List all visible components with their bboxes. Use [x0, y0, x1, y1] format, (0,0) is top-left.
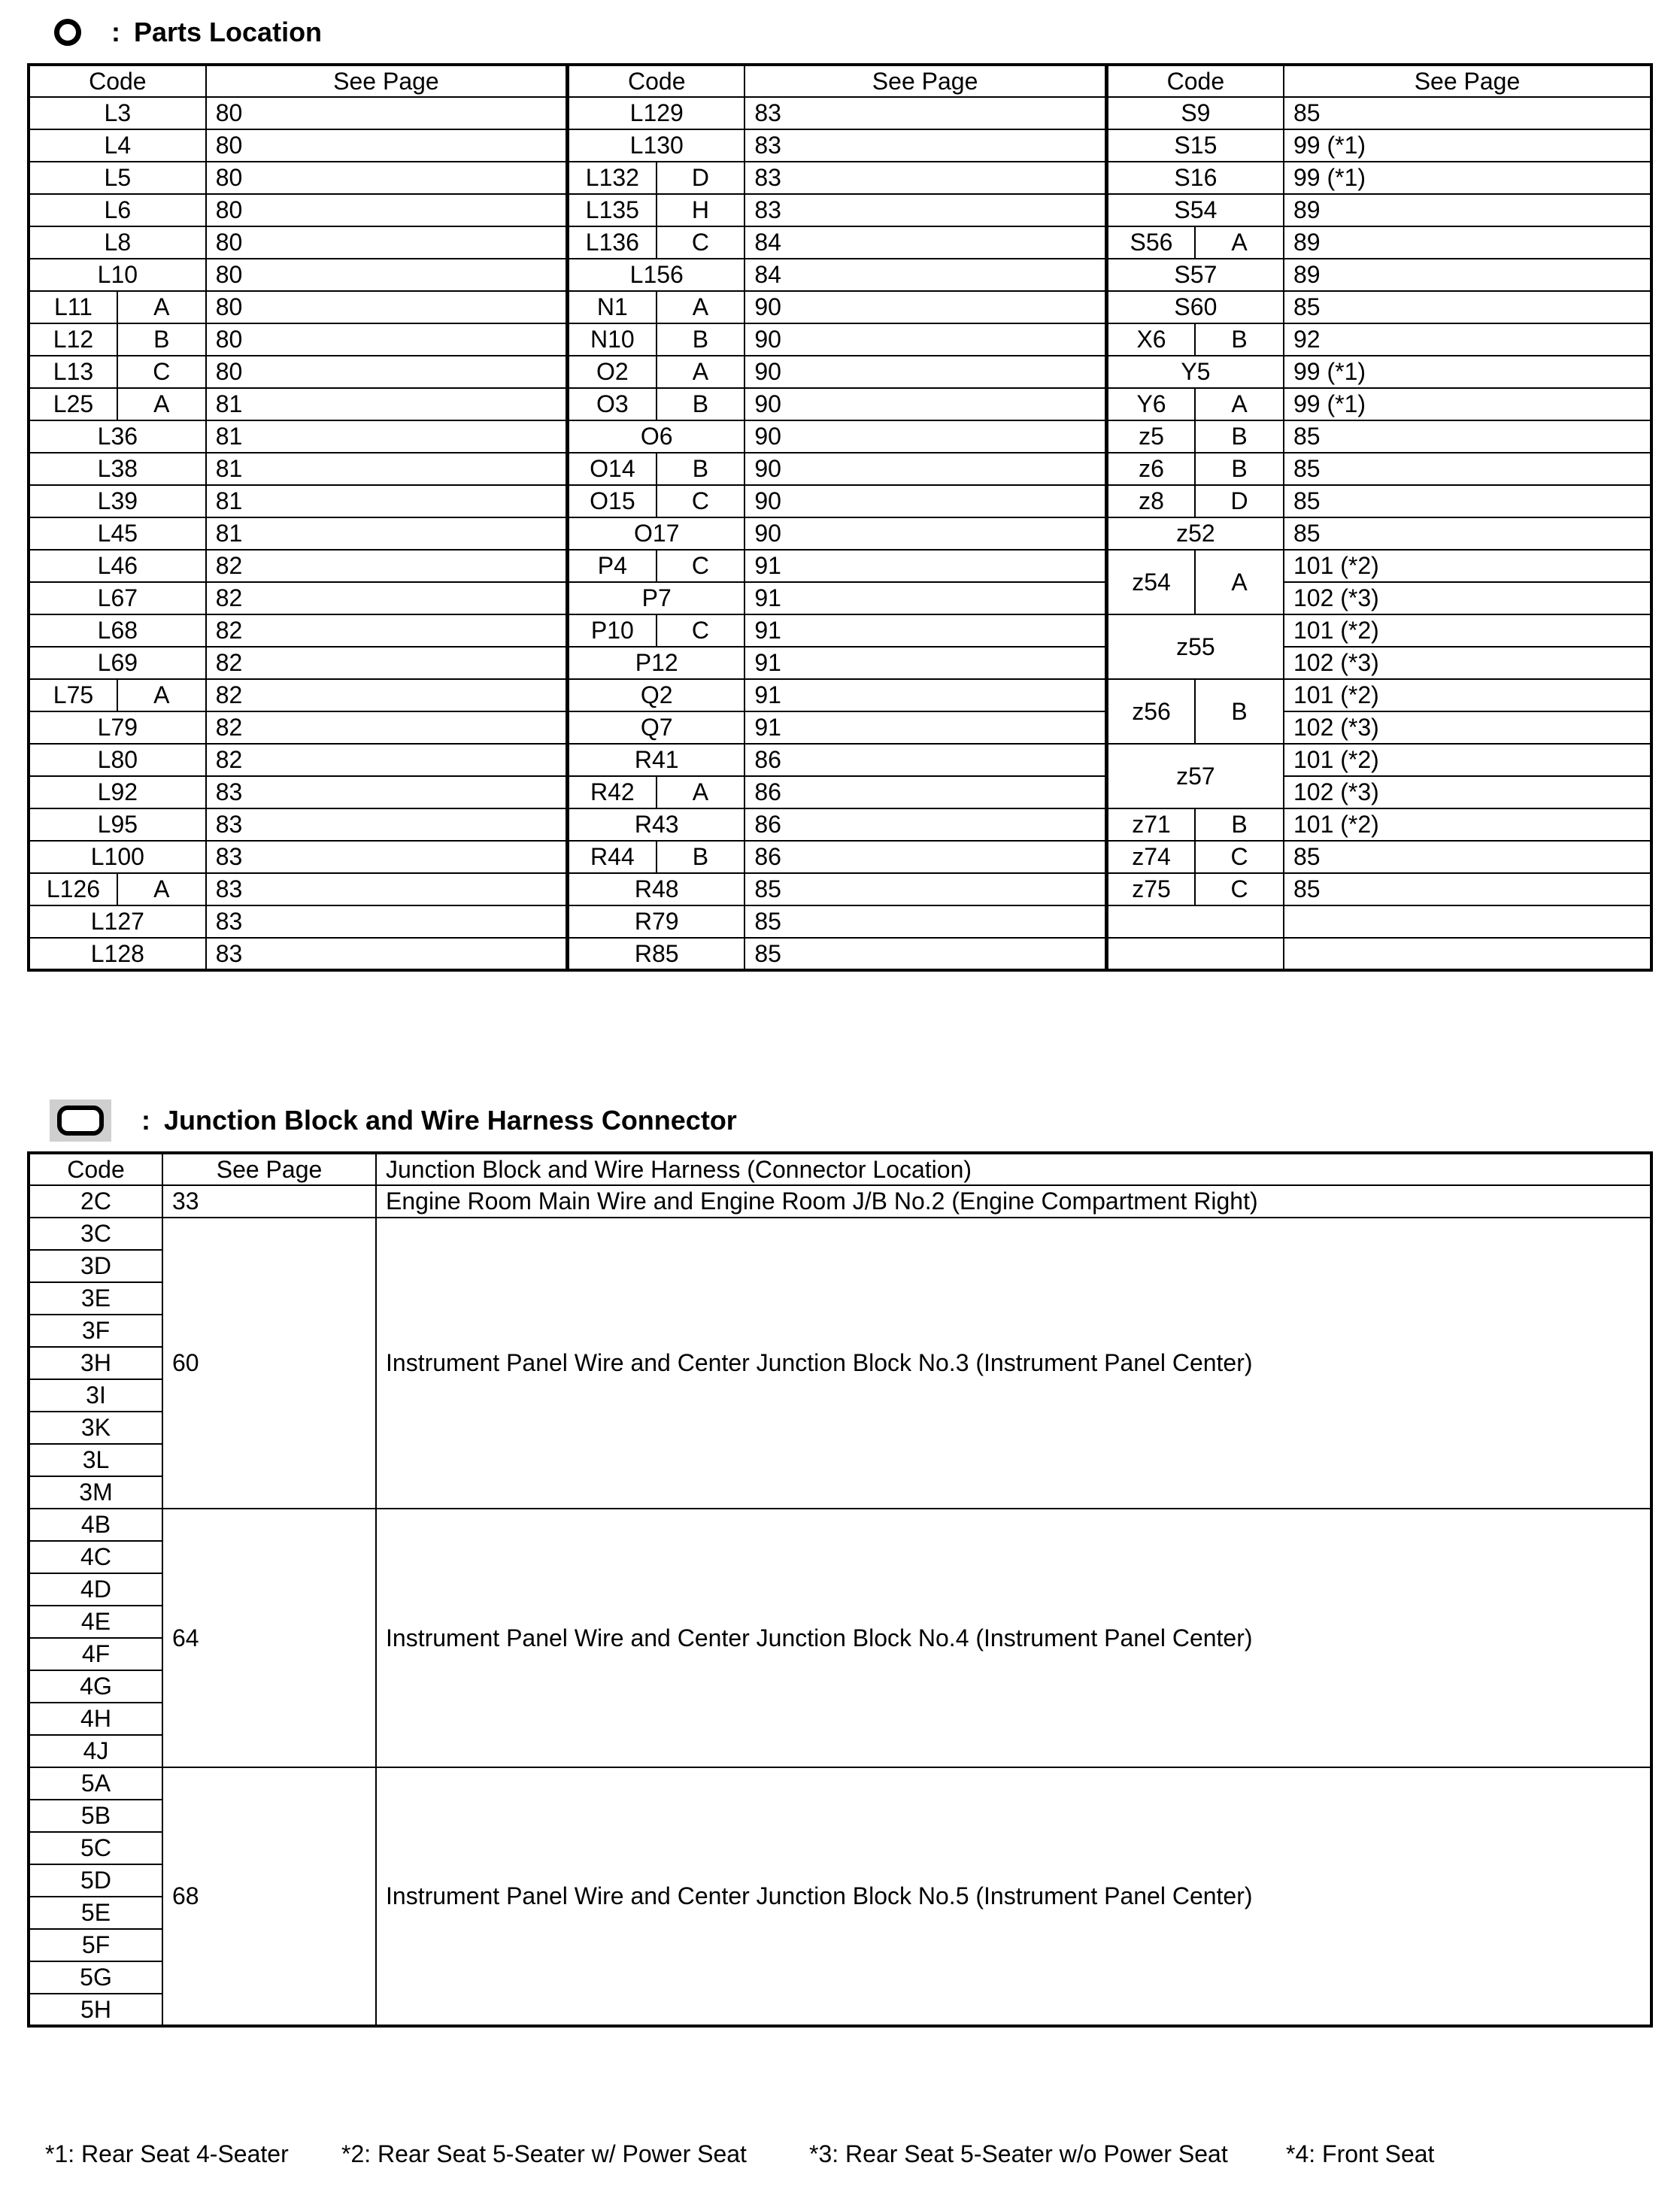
header-code: Code	[29, 65, 206, 97]
part-code: P10	[568, 614, 657, 647]
connector-location: Instrument Panel Wire and Center Junction Block No.5 (Instrument Panel Center)	[376, 1767, 1651, 2026]
see-page: 82	[206, 614, 568, 647]
part-code: O6	[568, 420, 745, 453]
see-page: 81	[206, 485, 568, 517]
see-page: 99 (*1)	[1284, 129, 1651, 162]
part-connector-letter: A	[1195, 550, 1284, 614]
part-code: L135	[568, 194, 657, 226]
connector-code: 2C	[29, 1185, 162, 1218]
part-code: Y6	[1106, 388, 1195, 420]
part-code: L67	[29, 582, 206, 614]
part-code: L129	[568, 97, 745, 129]
see-page: 90	[744, 485, 1106, 517]
footnote: *1: Rear Seat 4-Seater	[45, 2140, 289, 2167]
part-code: S54	[1106, 194, 1284, 226]
table-row	[29, 614, 1651, 647]
table-row	[29, 259, 1651, 291]
part-code: R44	[568, 841, 657, 873]
part-code: z8	[1106, 485, 1195, 517]
part-code: L6	[29, 194, 206, 226]
see-page: 90	[744, 517, 1106, 550]
footnote: *4: Front Seat	[1286, 2140, 1435, 2167]
part-code: L80	[29, 744, 206, 776]
part-connector-letter: C	[117, 356, 206, 388]
part-connector-letter: C	[657, 485, 745, 517]
part-connector-letter: A	[117, 291, 206, 323]
connector-code: 4C	[29, 1541, 162, 1573]
part-code: L46	[29, 550, 206, 582]
header-see-page: See Page	[1284, 65, 1651, 97]
table-row	[29, 905, 1651, 938]
part-code: L100	[29, 841, 206, 873]
part-connector-letter: B	[657, 453, 745, 485]
part-code: P12	[568, 647, 745, 679]
table-row	[29, 1767, 1651, 1800]
part-code: O2	[568, 356, 657, 388]
see-page: 91	[744, 679, 1106, 711]
part-code: O15	[568, 485, 657, 517]
see-page: 80	[206, 129, 568, 162]
see-page: 90	[744, 388, 1106, 420]
table-row	[29, 356, 1651, 388]
connector-code: 4B	[29, 1509, 162, 1541]
see-page: 80	[206, 226, 568, 259]
part-connector-letter: A	[117, 388, 206, 420]
part-code: Y5	[1106, 356, 1284, 388]
table-row	[29, 485, 1651, 517]
rounded-rectangle-icon	[57, 1106, 104, 1136]
see-page: 83	[206, 776, 568, 808]
table-row	[29, 291, 1651, 323]
see-page: 90	[744, 356, 1106, 388]
part-code: X6	[1106, 323, 1195, 356]
see-page: 102 (*3)	[1284, 776, 1651, 808]
see-page: 82	[206, 744, 568, 776]
part-connector-letter: D	[1195, 485, 1284, 517]
connector-location: Instrument Panel Wire and Center Junction Block No.4 (Instrument Panel Center)	[376, 1509, 1651, 1767]
see-page: 82	[206, 711, 568, 744]
part-code	[1106, 938, 1284, 970]
part-connector-letter: H	[657, 194, 745, 226]
part-connector-letter: C	[1195, 873, 1284, 905]
part-code: L39	[29, 485, 206, 517]
part-code: Q2	[568, 679, 745, 711]
part-code: O3	[568, 388, 657, 420]
part-code: L79	[29, 711, 206, 744]
heading-colon: :	[111, 17, 120, 47]
part-code: L3	[29, 97, 206, 129]
see-page: 85	[1284, 97, 1651, 129]
see-page: 92	[1284, 323, 1651, 356]
part-code: S15	[1106, 129, 1284, 162]
junction-block-title: Junction Block and Wire Harness Connector	[164, 1105, 737, 1136]
part-connector-letter: B	[1195, 453, 1284, 485]
connector-code: 4G	[29, 1670, 162, 1703]
see-page: 85	[1284, 485, 1651, 517]
header-see-page: See Page	[206, 65, 568, 97]
see-page: 99 (*1)	[1284, 388, 1651, 420]
part-code: z75	[1106, 873, 1195, 905]
part-code: L45	[29, 517, 206, 550]
part-code: L10	[29, 259, 206, 291]
connector-code: 3M	[29, 1476, 162, 1509]
see-page: 80	[206, 259, 568, 291]
part-connector-letter: C	[657, 614, 745, 647]
part-code: P7	[568, 582, 745, 614]
junction-block-heading	[54, 1099, 737, 1142]
see-page: 84	[744, 259, 1106, 291]
part-code: L130	[568, 129, 745, 162]
part-connector-letter: B	[1195, 323, 1284, 356]
connector-code: 3K	[29, 1412, 162, 1444]
table-row	[29, 776, 1651, 808]
connector-code: 3D	[29, 1250, 162, 1282]
see-page: 86	[744, 776, 1106, 808]
part-code: R43	[568, 808, 745, 841]
part-connector-letter: B	[1195, 420, 1284, 453]
see-page: 64	[162, 1509, 376, 1767]
part-code: R48	[568, 873, 745, 905]
see-page: 101 (*2)	[1284, 808, 1651, 841]
connector-code: 3F	[29, 1315, 162, 1347]
part-connector-letter: C	[1195, 841, 1284, 873]
table-row	[29, 582, 1651, 614]
see-page: 83	[206, 808, 568, 841]
connector-code: 4J	[29, 1735, 162, 1767]
see-page: 86	[744, 808, 1106, 841]
header-location: Junction Block and Wire Harness (Connector Location)	[376, 1153, 1651, 1185]
part-connector-letter: A	[657, 776, 745, 808]
see-page: 85	[1284, 420, 1651, 453]
part-code: z54	[1106, 550, 1195, 614]
see-page: 85	[1284, 841, 1651, 873]
part-code: S56	[1106, 226, 1195, 259]
see-page: 86	[744, 744, 1106, 776]
connector-code: 4D	[29, 1573, 162, 1606]
part-connector-letter: B	[657, 841, 745, 873]
table-row	[29, 1509, 1651, 1541]
heading-colon: :	[141, 1105, 150, 1136]
connector-code: 5F	[29, 1929, 162, 1961]
see-page: 85	[1284, 291, 1651, 323]
part-code: N10	[568, 323, 657, 356]
see-page: 82	[206, 550, 568, 582]
part-connector-letter: B	[1195, 679, 1284, 744]
see-page: 85	[1284, 453, 1651, 485]
part-code: L136	[568, 226, 657, 259]
see-page: 101 (*2)	[1284, 614, 1651, 647]
part-code: L5	[29, 162, 206, 194]
circle-icon	[54, 19, 81, 46]
see-page: 102 (*3)	[1284, 711, 1651, 744]
table-row	[29, 388, 1651, 420]
see-page: 68	[162, 1767, 376, 2026]
see-page: 83	[206, 873, 568, 905]
header-code: Code	[29, 1153, 162, 1185]
see-page: 83	[206, 938, 568, 970]
see-page: 85	[744, 905, 1106, 938]
part-code: z56	[1106, 679, 1195, 744]
connector-code: 5E	[29, 1897, 162, 1929]
part-code: z55	[1106, 614, 1284, 679]
see-page: 85	[1284, 873, 1651, 905]
header-see-page: See Page	[162, 1153, 376, 1185]
connector-code: 3C	[29, 1218, 162, 1250]
part-connector-letter: A	[657, 291, 745, 323]
see-page: 82	[206, 647, 568, 679]
part-code: L38	[29, 453, 206, 485]
see-page: 60	[162, 1218, 376, 1509]
see-page: 91	[744, 614, 1106, 647]
see-page: 83	[744, 194, 1106, 226]
connector-code: 5G	[29, 1961, 162, 1994]
part-code: L8	[29, 226, 206, 259]
see-page: 85	[744, 873, 1106, 905]
see-page: 91	[744, 647, 1106, 679]
see-page: 81	[206, 517, 568, 550]
part-code	[1106, 905, 1284, 938]
footnote: *2: Rear Seat 5-Seater w/ Power Seat	[341, 2140, 747, 2167]
part-code: R85	[568, 938, 745, 970]
part-code: O14	[568, 453, 657, 485]
part-connector-letter: B	[1195, 808, 1284, 841]
part-code: z74	[1106, 841, 1195, 873]
see-page: 80	[206, 323, 568, 356]
table-row	[29, 711, 1651, 744]
connector-code: 3H	[29, 1347, 162, 1379]
see-page: 101 (*2)	[1284, 679, 1651, 711]
see-page: 101 (*2)	[1284, 744, 1651, 776]
part-code: L36	[29, 420, 206, 453]
header-code: Code	[1106, 65, 1284, 97]
see-page: 90	[744, 420, 1106, 453]
table-row	[29, 938, 1651, 970]
connector-code: 4F	[29, 1638, 162, 1670]
connector-code: 3L	[29, 1444, 162, 1476]
part-code: S16	[1106, 162, 1284, 194]
part-code: L126	[29, 873, 117, 905]
junction-block-table	[27, 1151, 1653, 2028]
see-page: 102 (*3)	[1284, 647, 1651, 679]
see-page: 89	[1284, 259, 1651, 291]
see-page: 83	[744, 129, 1106, 162]
part-connector-letter: B	[657, 323, 745, 356]
part-code: R42	[568, 776, 657, 808]
part-code: L128	[29, 938, 206, 970]
part-code: S60	[1106, 291, 1284, 323]
table-row	[29, 162, 1651, 194]
see-page: 86	[744, 841, 1106, 873]
see-page	[1284, 905, 1651, 938]
see-page: 81	[206, 388, 568, 420]
footnote: *3: Rear Seat 5-Seater w/o Power Seat	[809, 2140, 1228, 2167]
parts-location-table	[27, 63, 1653, 972]
part-connector-letter: B	[117, 323, 206, 356]
part-connector-letter: C	[657, 550, 745, 582]
parts-location-heading	[54, 17, 322, 48]
see-page: 80	[206, 162, 568, 194]
connector-code: 5A	[29, 1767, 162, 1800]
connector-code: 3E	[29, 1282, 162, 1315]
see-page: 80	[206, 356, 568, 388]
part-code: P4	[568, 550, 657, 582]
part-code: S57	[1106, 259, 1284, 291]
part-connector-letter: D	[657, 162, 745, 194]
part-code: L75	[29, 679, 117, 711]
part-connector-letter: A	[657, 356, 745, 388]
part-connector-letter: A	[117, 679, 206, 711]
table-row	[29, 1185, 1651, 1218]
table-row	[29, 679, 1651, 711]
part-code: S9	[1106, 97, 1284, 129]
header-see-page: See Page	[744, 65, 1106, 97]
header-code: Code	[568, 65, 745, 97]
see-page: 90	[744, 323, 1106, 356]
table-row	[29, 550, 1651, 582]
part-code: z52	[1106, 517, 1284, 550]
connector-code: 5D	[29, 1864, 162, 1897]
part-code: z5	[1106, 420, 1195, 453]
part-connector-letter: A	[1195, 388, 1284, 420]
see-page: 83	[206, 841, 568, 873]
part-code: L127	[29, 905, 206, 938]
see-page: 82	[206, 679, 568, 711]
part-code: L69	[29, 647, 206, 679]
part-connector-letter: A	[1195, 226, 1284, 259]
table-row	[29, 517, 1651, 550]
part-code: L12	[29, 323, 117, 356]
table-row	[29, 323, 1651, 356]
part-code: L92	[29, 776, 206, 808]
see-page: 91	[744, 582, 1106, 614]
part-connector-letter: A	[117, 873, 206, 905]
table-row	[29, 841, 1651, 873]
see-page: 80	[206, 291, 568, 323]
part-code: L95	[29, 808, 206, 841]
table-row	[29, 1218, 1651, 1250]
see-page: 85	[1284, 517, 1651, 550]
see-page: 90	[744, 291, 1106, 323]
connector-code: 4H	[29, 1703, 162, 1735]
table-row	[29, 647, 1651, 679]
part-code: L4	[29, 129, 206, 162]
connector-location: Engine Room Main Wire and Engine Room J/B No.2 (Engine Compartment Right)	[376, 1185, 1651, 1218]
see-page: 89	[1284, 226, 1651, 259]
connector-code: 4E	[29, 1606, 162, 1638]
part-code: z71	[1106, 808, 1195, 841]
see-page: 99 (*1)	[1284, 162, 1651, 194]
see-page: 80	[206, 97, 568, 129]
part-code: L132	[568, 162, 657, 194]
see-page: 91	[744, 711, 1106, 744]
part-code: L11	[29, 291, 117, 323]
table-row	[29, 97, 1651, 129]
table-row	[29, 744, 1651, 776]
see-page	[1284, 938, 1651, 970]
see-page: 101 (*2)	[1284, 550, 1651, 582]
part-connector-letter: B	[657, 388, 745, 420]
table-row	[29, 226, 1651, 259]
table-row	[29, 808, 1651, 841]
part-code: L13	[29, 356, 117, 388]
part-code: R41	[568, 744, 745, 776]
table-row	[29, 453, 1651, 485]
part-code: O17	[568, 517, 745, 550]
see-page: 33	[162, 1185, 376, 1218]
part-code: L68	[29, 614, 206, 647]
part-connector-letter: C	[657, 226, 745, 259]
table-row	[29, 129, 1651, 162]
see-page: 80	[206, 194, 568, 226]
see-page: 83	[206, 905, 568, 938]
table-row	[29, 194, 1651, 226]
part-code: N1	[568, 291, 657, 323]
see-page: 99 (*1)	[1284, 356, 1651, 388]
see-page: 81	[206, 453, 568, 485]
see-page: 102 (*3)	[1284, 582, 1651, 614]
parts-location-title: Parts Location	[134, 17, 323, 47]
connector-location: Instrument Panel Wire and Center Junction Block No.3 (Instrument Panel Center)	[376, 1218, 1651, 1509]
connector-code: 5H	[29, 1994, 162, 2026]
table-row	[29, 873, 1651, 905]
connector-code: 5B	[29, 1800, 162, 1832]
see-page: 85	[744, 938, 1106, 970]
see-page: 83	[744, 97, 1106, 129]
see-page: 83	[744, 162, 1106, 194]
see-page: 84	[744, 226, 1106, 259]
table-row	[29, 420, 1651, 453]
see-page: 89	[1284, 194, 1651, 226]
connector-code: 5C	[29, 1832, 162, 1864]
connector-code: 3I	[29, 1379, 162, 1412]
part-code: z57	[1106, 744, 1284, 808]
part-code: Q7	[568, 711, 745, 744]
see-page: 81	[206, 420, 568, 453]
part-code: L25	[29, 388, 117, 420]
see-page: 90	[744, 453, 1106, 485]
part-code: L156	[568, 259, 745, 291]
see-page: 82	[206, 582, 568, 614]
see-page: 91	[744, 550, 1106, 582]
part-code: z6	[1106, 453, 1195, 485]
part-code: R79	[568, 905, 745, 938]
